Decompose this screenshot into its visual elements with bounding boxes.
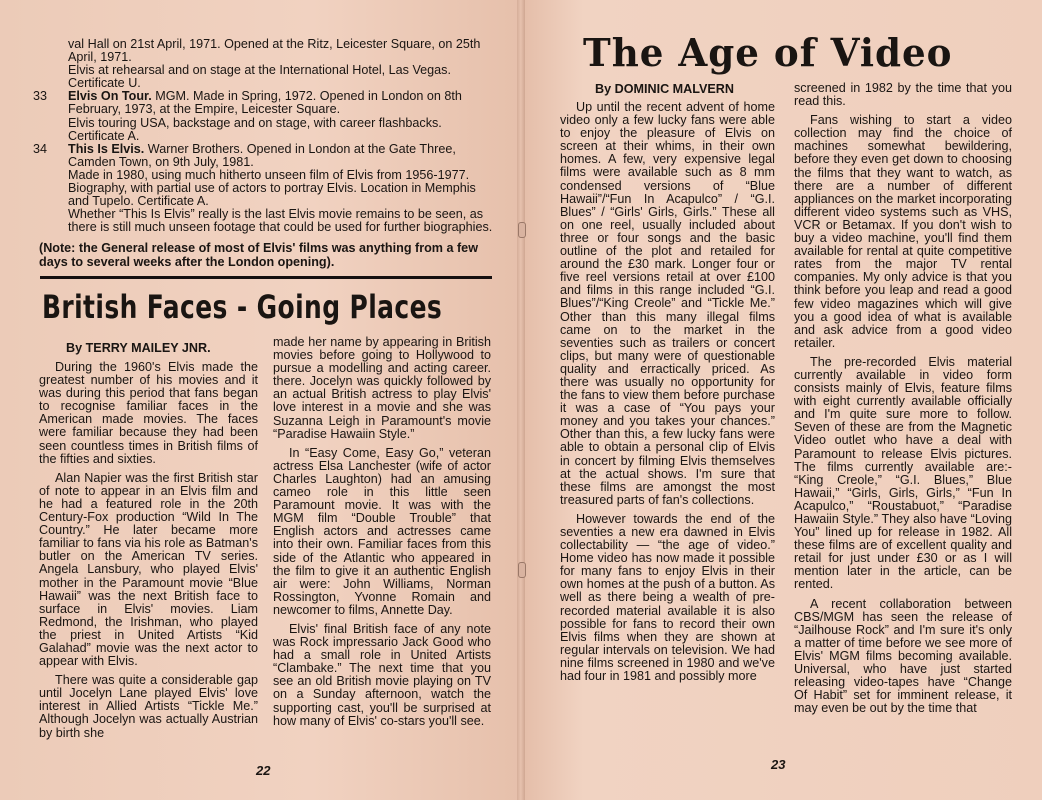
paragraph: In “Easy Come, Easy Go,” veteran actress Elsa Lanchester (wife of actor Charles Laughton) had an amusing cameo role in this little seen Paramount movie. It was with the MGM film “Double Trouble” that English actors and actresses came into their own. Familiar faces from this side of the Atlantic who appeared in the film to give it an authentic English air were: John Williams, Norman Rossington, Yvonne Romain and newcomer to films, Annette Day. bbox=[273, 445, 491, 617]
article-column-1 bbox=[39, 361, 258, 746]
film-entry-34 bbox=[33, 141, 494, 235]
center-gutter bbox=[517, 0, 525, 800]
film-list-cont-line: val Hall on 21st April, 1971. Opened at the Ritz, Leicester Square, on 25th April, 1971. bbox=[68, 37, 481, 65]
page-number: 23 bbox=[771, 757, 786, 772]
film-detail: Whether “This Is Elvis” really is the last Elvis movie remains to be seen, as there is still much unseen footage that could be used for further biographies. bbox=[68, 207, 493, 235]
paragraph: A recent collaboration between CBS/MGM has seen the release of “Jailhouse Rock” and I'm sure it's only a matter of time before we see more of Elvis' MGM films becoming available. Universal, who have just started releasing video-tapes have “Change Of Habit” set for imminent release, it may even be out by the time that bbox=[794, 596, 1012, 716]
release-note: (Note: the General release of most of Elvis' films was anything from a few days to several weeks after the London opening). bbox=[39, 241, 478, 269]
paragraph: screened in 1982 by the time that you read this. bbox=[794, 81, 1012, 109]
film-list bbox=[33, 37, 494, 235]
article-column-1 bbox=[560, 101, 775, 689]
paragraph: Fans wishing to start a video collection may find the choice of machines somewhat bewildering, before they even get down to choosing the films that they want to watch, as there are a number of different appliances on the market incorporating different video systems such as VHS, VCR or Betamax. If you don't wish to buy a video machine, you'll find them available for rental at quite competitive rates from the major TV rental companies. My only advice is that you think before you leap and read a good few video magazines which will give you a good idea of what is available and ask advice from a good video retailer. bbox=[794, 113, 1012, 350]
paragraph: The pre-recorded Elvis material currently available in video form consists mainly of Elvis, feature films with eight currently available officially and I'm quite sure more to follow. Seven of these are from the Magnetic Video outlet who have a deal with Paramount to release Elvis pictures. The films currently available are:- “King Creole,” “G.I. Blues,” Blue Hawaii,” “Girls, Girls, Girls,” “Fun In Acapulco,” “Roustabuot,” “Paradise Hawaiin Style.” They also have “Loving You” lined up for release in 1982. All these films are of excellent quality and retail for just under £30 or as I will mention later in the article, can be rented. bbox=[794, 354, 1012, 592]
paragraph: During the 1960's Elvis made the greatest number of his movies and it was during this period that fans began to recognise familiar faces in the American made movies. The faces were familiar because they had been seen countless times in British films of the fifties and sixties. bbox=[39, 360, 258, 466]
article-byline: By DOMINIC MALVERN bbox=[595, 82, 734, 96]
section-divider bbox=[40, 276, 492, 279]
article-headline: British Faces - Going Places bbox=[42, 288, 443, 326]
film-intro: MGM. Made in Spring, 1972. Opened in London on 8th February, 1973, at the Empire, Leicester Square. bbox=[68, 89, 462, 117]
right-page bbox=[521, 0, 1042, 800]
paragraph: Alan Napier was the first British star of note to appear in an Elvis film and he had a featured role in the 20th Century-Fox production “Wild In The Country.” He later became more familiar to fans via his role as Batman's butler on the American TV series. Angela Lansbury, who played Elvis' mother in the Paramount movie “Blue Hawaii” was the next British face to surface in Elvis' movies. Liam Redmond, the Irishman, who played the priest in United Artists “Kid Galahad” movie was the next actor to appear with Elvis. bbox=[39, 470, 258, 669]
film-number: 33 bbox=[33, 89, 48, 104]
paragraph: Elvis' final British face of any note was Rock impressario Jack Good who had a small role in United Artists “Clambake.” The next time that you see an old British movie playing on TV on a Sunday afternoon, watch the supporting cast, you'll be surprised at how many of Elvis' co-stars you'll see. bbox=[273, 621, 491, 728]
paragraph: However towards the end of the seventies a new era dawned in Elvis collectability — “the age of video.” Home video has now made it possible for many fans to enjoy Elvis in their own homes at the push of a button. As well as there being a wealth of pre-recorded material available it is also possible for fans to record their own Elvis films when they are shown at regular intervals on television. We had nine films screened in 1980 and we've had four in 1981 and possibly more bbox=[560, 511, 775, 684]
film-detail: Elvis touring USA, backstage and on stage, with career flashbacks. Certificate A. bbox=[68, 115, 442, 143]
page-number: 22 bbox=[256, 763, 271, 778]
film-entry-33 bbox=[33, 89, 494, 143]
film-number: 34 bbox=[33, 141, 48, 156]
paragraph: Up until the recent advent of home video only a few lucky fans were able to enjoy the pleasure of Elvis on screen at their whims, in their own homes. A few, very expensive legal films were available such as 8 mm condensed versions of “Blue Hawaii”/“Fun In Acapulco” / “G.I. Blues” / “Girls' Girls, Girls.” These all on one reel, usually included about three or four songs and the basic outline of the plot and retailed for around the £30 mark. Longer four or five reel versions retail at over £100 and films in this range included “G.I. Blues”/“King Creole” and “Tickle Me.” Other than this many illegal films came on to the market in the seventies such as trailers or concert clips, but many were of questionable quality and erractically priced. As there was usually no opportunity for the fans to view them before purchase it was a case of “You pays your money and you takes your chances.” Other than this, a few lucky fans were able to obtain a personal clip of Elvis in concert by filming Elvis themselves at the actual shows. I'm sure that these films are amongst the most treasured parts of fan's collections. bbox=[560, 100, 775, 507]
film-detail: Made in 1980, using much hitherto unseen film of Elvis from 1956-1977. Biography, with partial use of actors to portray Elvis. Location in Memphis and Tupelo. Certificate A. bbox=[68, 167, 476, 209]
film-list-cont-line: Elvis at rehearsal and on stage at the International Hotel, Las Vegas. Certificate U. bbox=[68, 63, 451, 91]
film-title: Elvis On Tour. bbox=[68, 89, 152, 104]
paragraph: There was quite a considerable gap until Jocelyn Lane played Elvis' love interest in Allied Artists “Tickle Me.” Although Jocelyn was actually Austrian by birth she bbox=[39, 673, 258, 740]
film-title: This Is Elvis. bbox=[68, 141, 145, 156]
staple bbox=[518, 222, 526, 238]
article-title: The Age of Video bbox=[583, 30, 953, 75]
film-intro: Warner Brothers. Opened in London at the Gate Three, Camden Town, on 9th July, 1981. bbox=[68, 141, 456, 169]
article-column-2 bbox=[794, 82, 1012, 721]
staple bbox=[518, 562, 526, 578]
article-column-2 bbox=[273, 336, 491, 734]
paragraph: made her name by appearing in British movies before going to Hollywood to pursue a modelling and acting career. there. Jocelyn was quickly followed by an actual British actress to play Elvis' love interest in a movie and she was Suzanna Leigh in Paramount's movie “Paradise Hawaiin Style.” bbox=[273, 335, 491, 441]
article-byline: By TERRY MAILEY JNR. bbox=[66, 341, 211, 355]
